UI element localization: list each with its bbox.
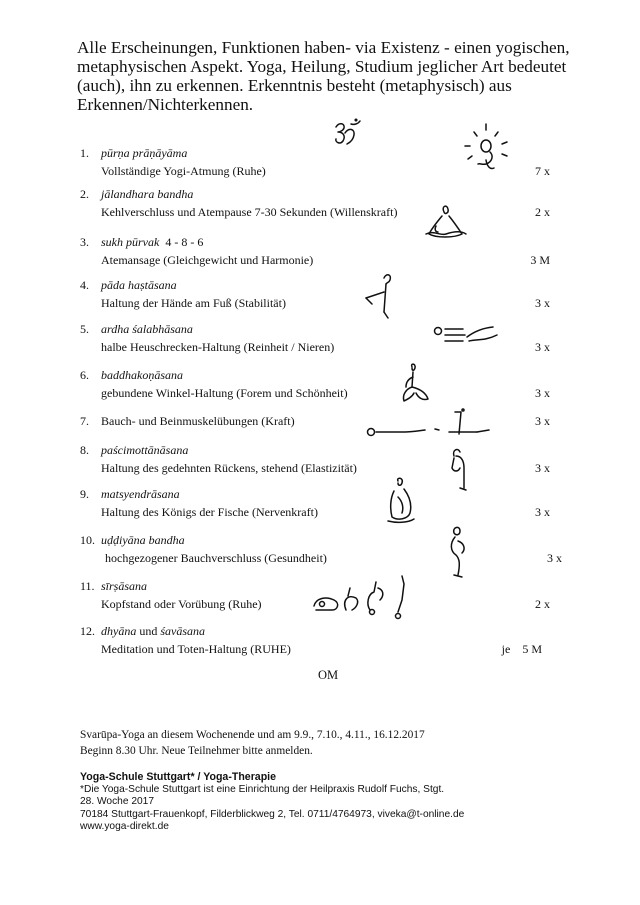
bound-angle-icon (398, 363, 434, 405)
footer-address: 70184 Stuttgart-Frauenkopf, Filderblickweg 2, Tel. 0711/4764973, viveka@t-online.de (80, 808, 465, 820)
exercise-number: 3. (80, 235, 89, 249)
schedule-dates: Svarūpa-Yoga an diesem Wochenende und am 9.9., 7.10., 4.11., 16.12.2017 (80, 729, 425, 741)
exercise-description: gebundene Winkel-Haltung (Forem und Schönheit) (101, 386, 348, 400)
exercise-sanskrit-name: pūrṇa prāṇāyāma (101, 146, 188, 160)
footer-heading: Yoga-Schule Stuttgart* / Yoga-Therapie (80, 771, 277, 783)
exercise-sanskrit-name: pāda haṣtāsana (101, 278, 177, 292)
exercise-description: Haltung der Hände am Fuß (Stabilität) (101, 296, 286, 310)
exercise-repetitions: 3 M (530, 253, 550, 267)
exercise-number: 1. (80, 146, 89, 160)
exercise-description: hochgezogener Bauchverschluss (Gesundheit) (105, 551, 327, 565)
footer-note: *Die Yoga-Schule Stuttgart ist eine Einrichtung der Heilpraxis Rudolf Fuchs, Stgt. (80, 783, 445, 795)
headstand-sequence-icon (312, 574, 422, 622)
exercise-number: 7. (80, 414, 89, 428)
seated-meditation-icon (420, 204, 472, 244)
exercise-description: Haltung des gedehnten Rückens, stehend (Elastizität) (101, 461, 357, 475)
exercise-sanskrit-name: dhyāna und śavāsana (101, 624, 205, 638)
exercise-number: 9. (80, 487, 89, 501)
exercise-number: 11. (80, 579, 95, 593)
om-symbol-icon (332, 118, 364, 152)
exercise-number: 10. (80, 533, 95, 547)
exercise-item (80, 235, 550, 269)
exercise-repetitions: 3 x (535, 296, 550, 310)
exercise-item (80, 278, 550, 312)
exercise-number: 4. (80, 278, 89, 292)
om-closing: OM (318, 668, 339, 682)
exercise-repetitions: 2 x (535, 597, 550, 611)
schedule-start: Beginn 8.30 Uhr. Neue Teilnehmer bitte anmelden. (80, 745, 313, 757)
exercise-sanskrit-name: uḍḍiyāna bandha (101, 533, 185, 547)
exercise-description: Bauch- und Beinmuskelübungen (Kraft) (101, 414, 295, 428)
exercise-number: 5. (80, 322, 89, 336)
footer (80, 771, 464, 834)
footer-website: www.yoga-direkt.de (80, 821, 169, 832)
sun-face-icon (458, 118, 518, 178)
exercise-repetitions: 3 x (535, 505, 550, 519)
exercise-repetitions: 3 x (535, 414, 550, 428)
exercise-number: 6. (80, 368, 89, 382)
exercise-sanskrit-name: baddhakoṇāsana (101, 368, 183, 382)
exercise-item (80, 443, 550, 477)
exercise-repetitions: je 5 M (501, 642, 542, 656)
footer-week: 28. Woche 2017 (80, 796, 155, 807)
exercise-repetitions: 3 x (535, 386, 550, 400)
exercise-description: Meditation und Toten-Haltung (RUHE) (101, 642, 291, 656)
intro-text: Alle Erscheinungen, Funktionen haben- via Existenz - einen yogischen, metaphysischen Aspekt. Yoga, Heilung, Studium jeglicher Art bedeutet (auch), ihn zu erkennen. Erkenntnis besteht (metaphysisch) aus Erkennen/Nichterkennen. (77, 38, 570, 114)
exercise-repetitions: 3 x (547, 551, 562, 565)
exercise-number: 8. (80, 443, 89, 457)
exercise-repetitions: 3 x (535, 340, 550, 354)
standing-stretch-icon (442, 444, 472, 494)
exercise-repetitions: 3 x (535, 461, 550, 475)
standing-forward-bend-icon (362, 272, 398, 324)
exercise-sanskrit-name: paścimottānāsana (101, 443, 189, 457)
exercise-sanskrit-name: ardha śalabhāsana (101, 322, 193, 336)
exercise-number: 2. (80, 187, 89, 201)
schedule-notice (80, 727, 425, 759)
exercise-description: halbe Heuschrecken-Haltung (Reinheit / Nieren) (101, 340, 335, 354)
exercise-repetitions: 7 x (535, 164, 550, 178)
exercise-item (80, 487, 550, 521)
exercise-description: Atemansage (Gleichgewicht und Harmonie) (101, 253, 314, 267)
locust-pose-icon (433, 323, 501, 349)
exercise-sanskrit-name: matsyendrāsana (101, 487, 180, 501)
exercise-description: Vollständige Yogi-Atmung (Ruhe) (101, 164, 266, 178)
abdominal-lock-icon (442, 525, 472, 581)
exercise-item (80, 624, 542, 658)
exercise-item (80, 533, 562, 567)
exercise-sanskrit-name: sīrṣāsana (101, 579, 148, 593)
exercise-sanskrit-name: jālandhara bandha (101, 187, 194, 201)
exercise-number: 12. (80, 624, 95, 638)
breath-count: 4 - 8 - 6 (165, 235, 204, 249)
exercise-item (80, 187, 550, 221)
spinal-twist-icon (384, 477, 418, 525)
exercise-repetitions: 2 x (535, 205, 550, 219)
exercise-description: Kopfstand oder Vorübung (Ruhe) (101, 597, 262, 611)
exercise-description: Kehlverschluss und Atempause 7-30 Sekunden (Willenskraft) (101, 205, 398, 219)
leg-raise-icon (365, 404, 505, 440)
exercise-description: Haltung des Königs der Fische (Nervenkraft) (101, 505, 318, 519)
exercise-item (80, 368, 550, 402)
exercise-sanskrit-name: sukh pūrvak 4 - 8 - 6 (101, 235, 204, 249)
